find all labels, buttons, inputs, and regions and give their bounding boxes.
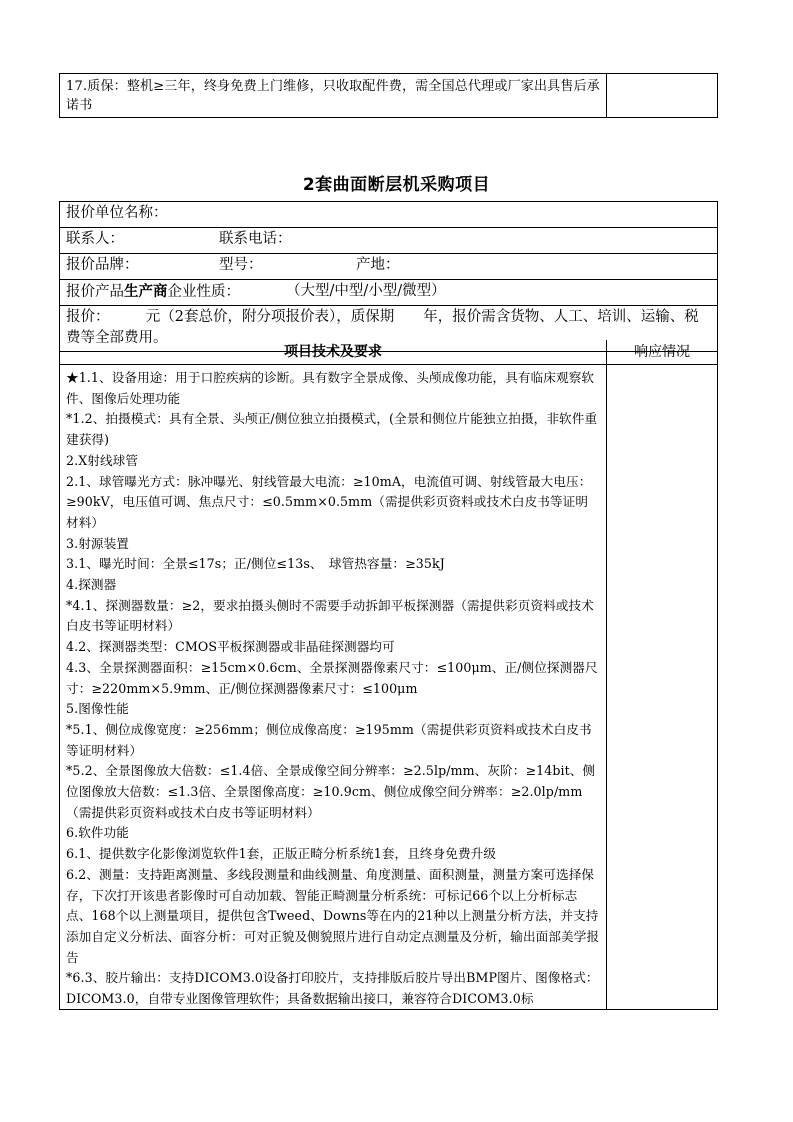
spec-header-row — [60, 340, 717, 365]
spec-table — [59, 340, 718, 1010]
spec-line: *6.3、胶片输出：支持DICOM3.0设备打印胶片，支持排版后胶片导出BMP图片、图像格式：DICOM3.0，自带专业图像管理软件；具备数据输出接口，兼容符合DICOM3.0标 — [66, 970, 599, 1007]
spec-line: 3.1、曝光时间：全景≤17s；正/侧位≤13s、 球管热容量：≥35kJ — [66, 556, 445, 572]
origin-label: 产地： — [356, 257, 400, 273]
spec-line: *5.1、侧位成像宽度：≥256mm；侧位成像高度：≥195mm（需提供彩页资料或技术白皮书等证明材料） — [66, 721, 592, 758]
spec-line: 5.图像性能 — [66, 701, 129, 717]
spec-line: 4.探测器 — [66, 577, 117, 593]
spec-line: 6.1、提供数字化影像浏览软件1套，正版正畸分析系统1套，且终身免费升级 — [66, 846, 497, 862]
brand-row — [60, 254, 717, 280]
spec-line: *4.1、探测器数量：≥2，要求拍摄头侧时不需要手动拆卸平板探测器（需提供彩页资料或技术白皮书等证明材料） — [66, 597, 594, 634]
quote-unit-label: 报价单位名称： — [66, 205, 168, 221]
price-text: 报价： 元（2套总价，附分项报价表），质保期 年，报价需含货物、人工、培训、运输、税费等全部费用。 — [66, 309, 699, 346]
spec-line: 4.2、探测器类型：CMOS平板探测器或非晶硅探测器均可 — [66, 639, 395, 655]
spec-line: 6.2、测量：支持距离测量、多线段测量和曲线测量、角度测量、面积测量，测量方案可选择保存，下次打开该患者影像时可自动加载、智能正畸测量分析系统：可标记66个以上分析标志点、168个以上测量项目，提供包含Tweed、Downs等在内的21种以上测量分析方法，并支持添加自定义分析法、面容分析：可对正貌及侧貌照片进行自动定点测量及分析，输出面部美学报告 — [66, 866, 600, 965]
spec-line: *1.2、拍摄模式：具有全景、头颅正/侧位独立拍摄模式，(全景和侧位片能独立拍摄，非软件重建获得) — [66, 411, 598, 448]
nature-manufacturer: 生产商 — [124, 283, 168, 300]
phone-label: 联系电话： — [219, 231, 292, 247]
spec-line: *5.2、全景图像放大倍数：≤1.4倍、全景成像空间分辨率：≥2.5lp/mm、灰阶：≥14bit、侧位图像放大倍数：≤1.3倍、全景图像高度：≥10.9cm、侧位成像空间分辨率：≥2.0lp/mm（需提供彩页资料或技术白皮书等证明材料） — [66, 763, 596, 820]
brand-label: 报价品牌： — [66, 257, 139, 273]
model-label: 型号： — [219, 257, 263, 273]
spec-line: 2.X射线球管 — [66, 452, 139, 468]
contact-label: 联系人： — [66, 231, 124, 247]
nature-suffix: 企业性质： — [167, 284, 240, 300]
contact-row — [60, 228, 717, 254]
spec-header-requirements: 项目技术及要求 — [284, 344, 382, 360]
spec-line: ★1.1、设备用途：用于口腔疾病的诊断。具有数字全景成像、头颅成像功能，具有临床观察软件、图像后处理功能 — [66, 370, 595, 406]
spec-line: 4.3、全景探测器面积：≥15cm×0.6cm、全景探测器像素尺寸：≤100μm、正/侧位探测器尺寸：≥220mm×5.9mm、正/侧位探测器像素尺寸：≤100μm — [66, 659, 598, 696]
spec-requirements-text — [66, 368, 600, 1010]
quote-info-block — [59, 201, 718, 352]
spec-line: 6.软件功能 — [66, 825, 129, 841]
spec-line: 2.1、球管曝光方式：脉冲曝光、射线管最大电流：≥10mA，电流值可调、射线管最大电压：≥90kV，电压值可调、焦点尺寸：≤0.5mm×0.5mm（需提供彩页资料或技术白皮书等证明材料） — [66, 473, 592, 530]
spec-header-response: 响应情况 — [634, 344, 690, 360]
section-title: 2套曲面断层机采购项目 — [302, 175, 491, 195]
spec-column-divider — [606, 340, 607, 1009]
column-divider — [606, 74, 607, 117]
quote-unit-row — [60, 202, 717, 228]
nature-options: （大型/中型/小型/微型） — [286, 283, 446, 299]
carryover-table — [59, 73, 718, 118]
spec-line: 3.射源装置 — [66, 535, 129, 551]
nature-prefix: 报价产品 — [66, 284, 124, 300]
warranty-requirement: 17.质保：整机≥三年，终身免费上门维修，只收取配件费，需全国总代理或厂家出具售后承诺书 — [66, 79, 600, 113]
enterprise-nature-row — [60, 280, 717, 306]
